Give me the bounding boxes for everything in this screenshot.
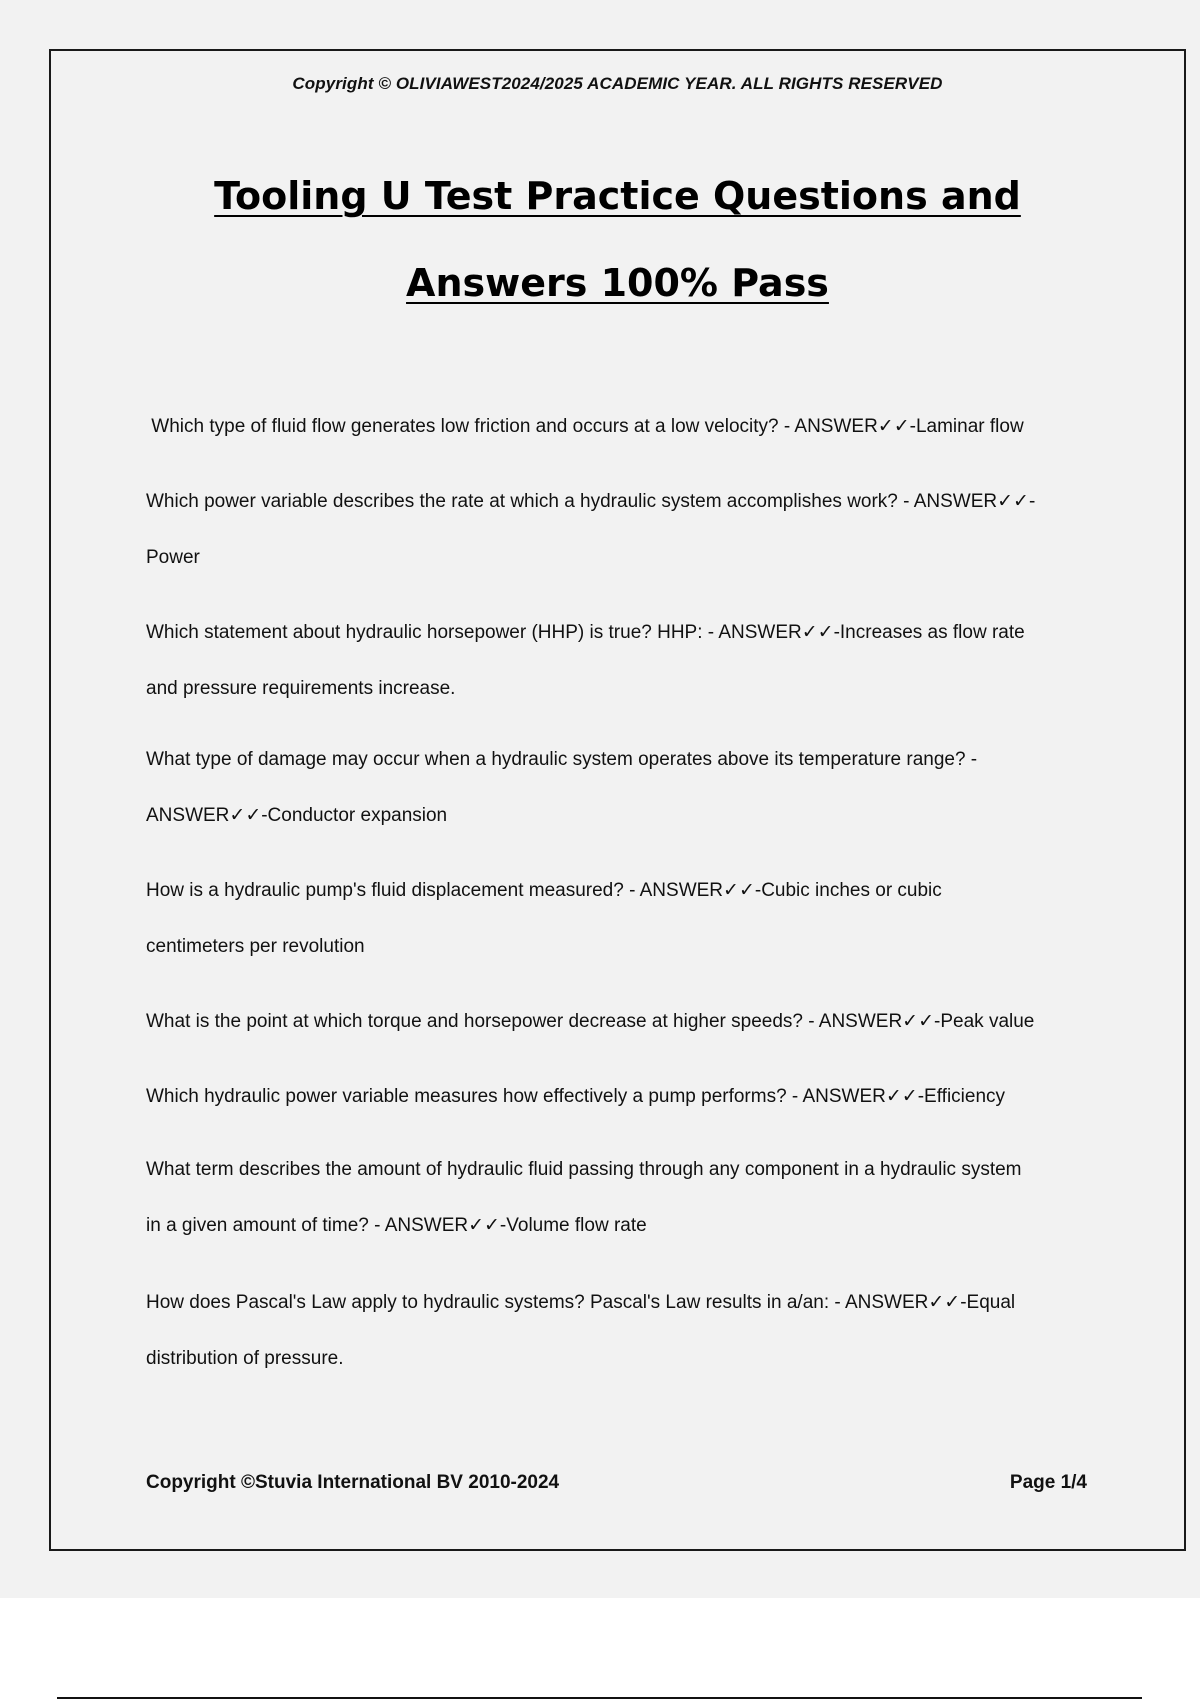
qa-item-7 xyxy=(146,1069,1096,1125)
qa-item-2 xyxy=(146,474,1096,586)
qa-line: Power xyxy=(146,547,200,568)
document-title-line-1 xyxy=(0,174,1200,218)
qa-line: centimeters per revolution xyxy=(146,936,365,957)
qa-item-5 xyxy=(146,863,1096,975)
qa-line: What term describes the amount of hydraulic fluid passing through any component in a hydraulic system xyxy=(146,1159,1022,1180)
qa-line: Which power variable describes the rate at which a hydraulic system accomplishes work? - ANSWER✓✓- xyxy=(146,491,1036,512)
qa-line: in a given amount of time? - ANSWER✓✓-Volume flow rate xyxy=(146,1215,647,1236)
footer-copyright: Copyright ©Stuvia International BV 2010-2024 xyxy=(146,1472,560,1493)
qa-line: and pressure requirements increase. xyxy=(146,678,456,699)
qa-item-6 xyxy=(146,994,1096,1050)
qa-line: How does Pascal's Law apply to hydraulic systems? Pascal's Law results in a/an: - ANSWER✓✓-Equal xyxy=(146,1292,1016,1313)
title-text-1: Tooling U Test Practice Questions and xyxy=(214,174,1021,218)
qa-line: What type of damage may occur when a hydraulic system operates above its temperature range? - xyxy=(146,749,978,770)
qa-line: ANSWER✓✓-Conductor expansion xyxy=(146,805,448,826)
qa-item-8 xyxy=(146,1142,1096,1254)
qa-item-9 xyxy=(146,1275,1096,1387)
qa-item-3 xyxy=(146,605,1096,717)
qa-item-1 xyxy=(146,399,1096,455)
header-copyright: Copyright © OLIVIAWEST2024/2025 ACADEMIC YEAR. ALL RIGHTS RESERVED xyxy=(292,74,943,93)
next-page-rule xyxy=(57,1697,1142,1699)
qa-line: How is a hydraulic pump's fluid displacement measured? - ANSWER✓✓-Cubic inches or cubic xyxy=(146,880,942,901)
qa-line: distribution of pressure. xyxy=(146,1348,344,1369)
qa-item-4 xyxy=(146,732,1096,844)
qa-line: Which hydraulic power variable measures how effectively a pump performs? - ANSWER✓✓-Efficiency xyxy=(146,1086,1006,1107)
qa-line: What is the point at which torque and horsepower decrease at higher speeds? - ANSWER✓✓-Peak value xyxy=(146,1011,1035,1032)
qa-line: Which type of fluid flow generates low friction and occurs at a low velocity? - ANSWER✓✓-Laminar flow xyxy=(146,416,1024,437)
page-number: Page 1/4 xyxy=(1009,1472,1087,1493)
title-text-2: Answers 100% Pass xyxy=(406,261,829,305)
qa-line: Which statement about hydraulic horsepower (HHP) is true? HHP: - ANSWER✓✓-Increases as flow rate xyxy=(146,622,1025,643)
document-title-line-2 xyxy=(0,261,1200,305)
